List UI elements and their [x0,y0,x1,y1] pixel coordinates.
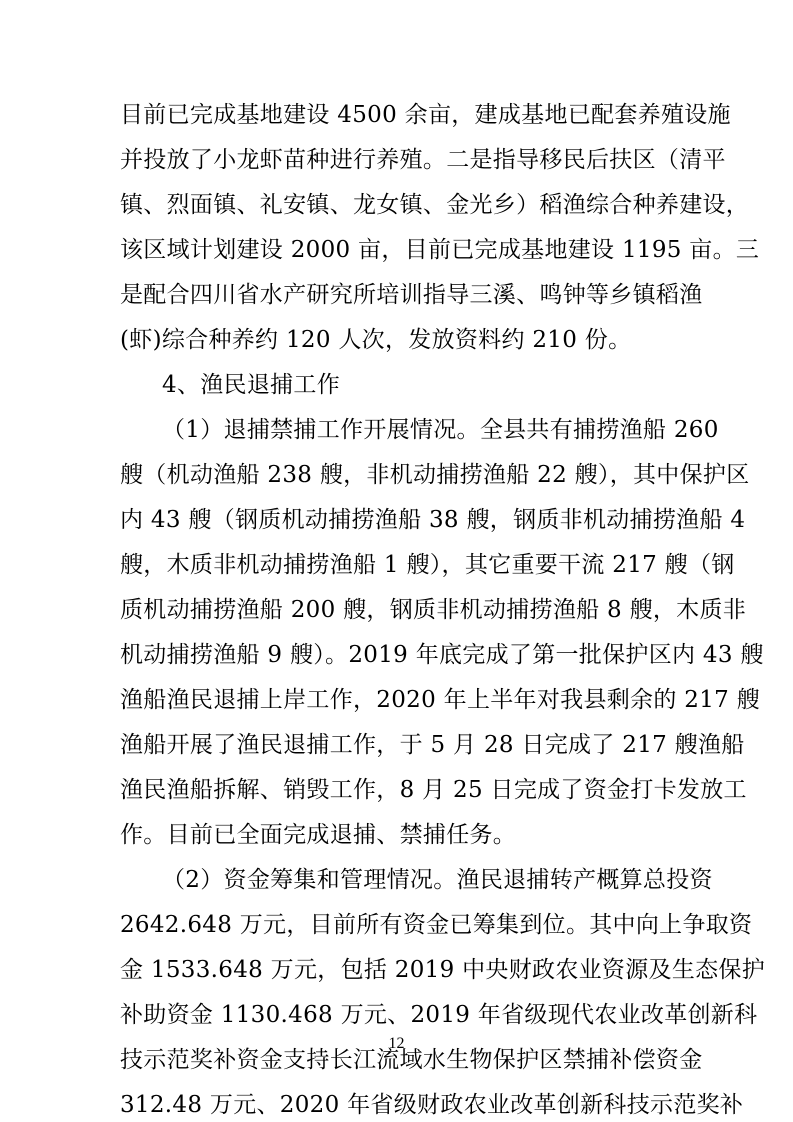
body-text-line: （2）资金筹集和管理情况。渔民退捕转产概算总投资 [162,867,713,893]
body-text-line: (虾)综合种养约 120 人次，发放资料约 210 份。 [120,327,632,353]
body-text-line: 渔船开展了渔民退捕工作，于 5 月 28 日完成了 217 艘渔船 [120,732,745,758]
body-text-line: 该区域计划建设 2000 亩，目前已完成基地建设 1195 亩。三 [120,237,760,263]
body-text-line: 作。目前已全面完成退捕、禁捕任务。 [120,822,517,848]
body-text-line: 金 1533.648 万元，包括 2019 中央财政农业资源及生态保护 [120,957,766,983]
body-text-line: 镇、烈面镇、礼安镇、龙女镇、金光乡）稻渔综合种养建设， [120,192,750,218]
body-text-line: 渔船渔民退捕上岸工作，2020 年上半年对我县剩余的 217 艘 [120,687,760,713]
body-text-line: （1）退捕禁捕工作开展情况。全县共有捕捞渔船 260 [162,417,719,443]
body-text-line: 艘，木质非机动捕捞渔船 1 艘），其它重要干流 217 艘（钢 [120,552,735,578]
body-text-line: 渔民渔船拆解、销毁工作，8 月 25 日完成了资金打卡发放工 [120,777,747,803]
body-text-line: 机动捕捞渔船 9 艘）。2019 年底完成了第一批保护区内 43 艘 [120,642,764,668]
body-text-line: 补助资金 1130.468 万元、2019 年省级现代农业改革创新科 [120,1002,758,1028]
section-heading: 4、渔民退捕工作 [162,372,341,398]
body-text-line: 312.48 万元、2020 年省级财政农业改革创新科技示范奖补 [120,1092,744,1118]
page-number: 12 [388,1035,405,1052]
body-text-line: 艘（机动渔船 238 艘，非机动捕捞渔船 22 艘），其中保护区 [120,462,750,488]
body-text-line: 内 43 艘（钢质机动捕捞渔船 38 艘，钢质非机动捕捞渔船 4 [120,507,746,533]
body-text-line: 技示范奖补资金支持长江流域水生物保护区禁捕补偿资金 [120,1047,703,1073]
body-text-line: 2642.648 万元，目前所有资金已筹集到位。其中向上争取资 [120,912,753,938]
body-text-line: 并投放了小龙虾苗种进行养殖。二是指导移民后扶区（清平 [120,147,726,173]
body-text-line: 质机动捕捞渔船 200 艘，钢质非机动捕捞渔船 8 艘，木质非 [120,597,747,623]
body-text-line: 目前已完成基地建设 4500 余亩，建成基地已配套养殖设施 [120,102,731,128]
body-text-line: 是配合四川省水产研究所培训指导三溪、鸣钟等乡镇稻渔 [120,282,703,308]
